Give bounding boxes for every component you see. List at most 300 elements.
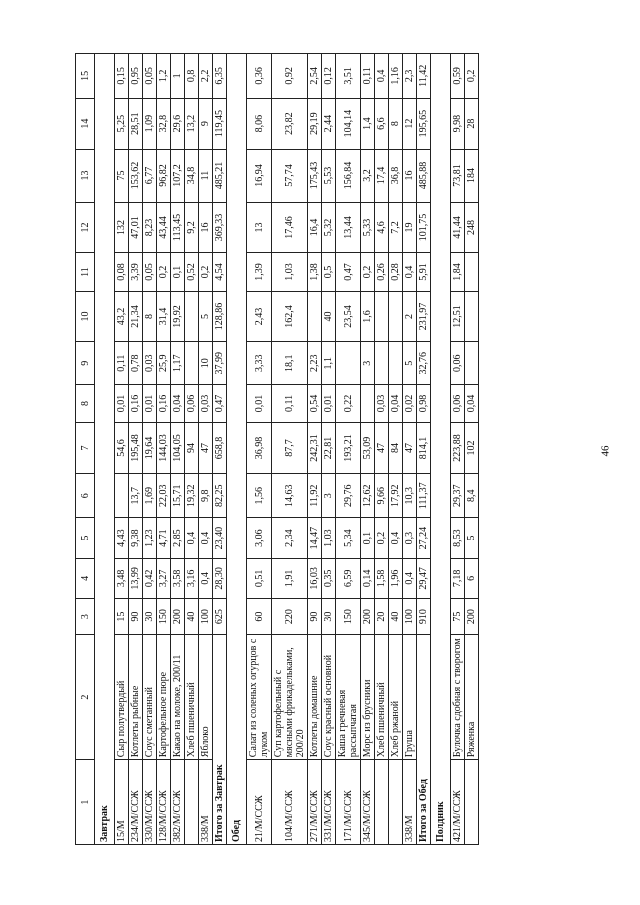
value-cell: 11: [199, 149, 213, 202]
value-cell: 175,43: [308, 149, 322, 202]
section-label: Завтрак: [95, 54, 115, 845]
value-cell: 485,88: [417, 149, 431, 202]
value-cell: [115, 473, 129, 518]
value-cell: 0,4: [199, 558, 213, 598]
value-cell: 195,48: [129, 423, 143, 474]
value-cell: 9,98: [451, 98, 465, 149]
recipe-code-cell: [389, 760, 403, 845]
value-cell: 0,05: [143, 54, 157, 99]
dish-name-cell: Котлеты рыбные: [129, 635, 143, 760]
value-cell: 5: [403, 342, 417, 384]
value-cell: 6,35: [213, 54, 227, 99]
recipe-code-cell: 234/М/ССЖ: [129, 760, 143, 845]
value-cell: 19,92: [171, 291, 185, 342]
recipe-code-cell: 271/М/ССЖ: [308, 760, 322, 845]
section-label: Полдник: [431, 54, 451, 845]
value-cell: 0,02: [403, 384, 417, 422]
value-cell: [465, 342, 479, 384]
value-cell: 0,2: [361, 253, 375, 291]
value-cell: [375, 342, 389, 384]
value-cell: 1,2: [157, 54, 171, 99]
value-cell: 1,39: [247, 253, 272, 291]
value-cell: 30: [143, 599, 157, 635]
value-cell: 0,3: [403, 518, 417, 558]
value-cell: 0,04: [465, 384, 479, 422]
value-cell: 223,88: [451, 423, 465, 474]
value-cell: 0,22: [336, 384, 361, 422]
section-row: [227, 54, 247, 845]
total-label: Итого за Обед: [417, 635, 431, 845]
column-header: 10: [76, 291, 95, 342]
value-cell: 34,8: [185, 149, 199, 202]
value-cell: 29,47: [417, 558, 431, 598]
value-cell: 2,34: [272, 518, 308, 558]
value-cell: 0,98: [417, 384, 431, 422]
nutrition-table: [75, 53, 479, 845]
value-cell: 4,54: [213, 253, 227, 291]
value-cell: 8,4: [465, 473, 479, 518]
column-header: 6: [76, 473, 95, 518]
recipe-code-cell: 15/М: [115, 760, 129, 845]
value-cell: 1,23: [143, 518, 157, 558]
value-cell: 29,19: [308, 98, 322, 149]
value-cell: 2,2: [199, 54, 213, 99]
value-cell: 0,35: [322, 558, 336, 598]
value-cell: 0,06: [451, 342, 465, 384]
value-cell: 0,36: [247, 54, 272, 99]
value-cell: 1,96: [389, 558, 403, 598]
table-row: [143, 54, 157, 845]
table-row: [199, 54, 213, 845]
value-cell: 0,01: [247, 384, 272, 422]
value-cell: 0,2: [375, 518, 389, 558]
dish-name-cell: Груша: [403, 635, 417, 760]
dish-name-cell: Котлеты домашние: [308, 635, 322, 760]
value-cell: [308, 291, 322, 342]
value-cell: 31,4: [157, 291, 171, 342]
value-cell: 3,33: [247, 342, 272, 384]
value-cell: 4,6: [375, 202, 389, 253]
value-cell: 0,95: [129, 54, 143, 99]
value-cell: 100: [199, 599, 213, 635]
dish-name-cell: Хлеб пшеничный: [375, 635, 389, 760]
column-header: 7: [76, 423, 95, 474]
value-cell: 29,37: [451, 473, 465, 518]
column-header: 8: [76, 384, 95, 422]
value-cell: 32,76: [417, 342, 431, 384]
value-cell: 0,92: [272, 54, 308, 99]
value-cell: 41,44: [451, 202, 465, 253]
dish-name-cell: Булочка сдобная с творогом: [451, 635, 465, 760]
dish-name-cell: Хлеб ржаной: [389, 635, 403, 760]
value-cell: 90: [129, 599, 143, 635]
value-cell: 0,28: [389, 253, 403, 291]
value-cell: 13,2: [185, 98, 199, 149]
section-row: [431, 54, 451, 845]
recipe-code-cell: 382/М/ССЖ: [171, 760, 185, 845]
value-cell: [375, 291, 389, 342]
value-cell: 36,98: [247, 423, 272, 474]
value-cell: 16: [199, 202, 213, 253]
value-cell: 4,71: [157, 518, 171, 558]
value-cell: 0,12: [322, 54, 336, 99]
value-cell: 53,09: [361, 423, 375, 474]
recipe-code-cell: 330/М/ССЖ: [143, 760, 157, 845]
value-cell: 19,64: [143, 423, 157, 474]
section-label: Обед: [227, 54, 247, 845]
value-cell: 2,44: [322, 98, 336, 149]
table-row: [336, 54, 361, 845]
value-cell: 0,26: [375, 253, 389, 291]
value-cell: 0,16: [129, 384, 143, 422]
value-cell: 2,85: [171, 518, 185, 558]
value-cell: 75: [115, 149, 129, 202]
value-cell: 0,52: [185, 253, 199, 291]
value-cell: 1: [171, 54, 185, 99]
table-row: [403, 54, 417, 845]
value-cell: 625: [213, 599, 227, 635]
header-row: [76, 54, 95, 845]
value-cell: 32,8: [157, 98, 171, 149]
recipe-code-cell: 104/М/ССЖ: [272, 760, 308, 845]
value-cell: 0,2: [157, 253, 171, 291]
column-header: 3: [76, 599, 95, 635]
value-cell: 20: [375, 599, 389, 635]
value-cell: 3,39: [129, 253, 143, 291]
value-cell: 5,25: [115, 98, 129, 149]
section-row: [95, 54, 115, 845]
value-cell: 1,17: [171, 342, 185, 384]
recipe-code-cell: 331/М/ССЖ: [322, 760, 336, 845]
value-cell: [389, 342, 403, 384]
value-cell: 0,16: [157, 384, 171, 422]
value-cell: 248: [465, 202, 479, 253]
recipe-code-cell: 421/М/ССЖ: [451, 760, 465, 845]
value-cell: 100: [403, 599, 417, 635]
value-cell: 150: [157, 599, 171, 635]
value-cell: 0,04: [171, 384, 185, 422]
value-cell: 47: [403, 423, 417, 474]
column-header: 11: [76, 253, 95, 291]
value-cell: 0,03: [375, 384, 389, 422]
value-cell: 231,97: [417, 291, 431, 342]
value-cell: 0,11: [272, 384, 308, 422]
value-cell: 16,03: [308, 558, 322, 598]
value-cell: 5,32: [322, 202, 336, 253]
value-cell: 84: [389, 423, 403, 474]
value-cell: 6,6: [375, 98, 389, 149]
value-cell: [465, 291, 479, 342]
table-row: [375, 54, 389, 845]
value-cell: 0,4: [375, 54, 389, 99]
value-cell: 8: [389, 98, 403, 149]
value-cell: 1,38: [308, 253, 322, 291]
table-row: [389, 54, 403, 845]
value-cell: 7,2: [389, 202, 403, 253]
value-cell: 12: [403, 98, 417, 149]
value-cell: 57,74: [272, 149, 308, 202]
value-cell: [361, 384, 375, 422]
value-cell: [465, 253, 479, 291]
table-row: [157, 54, 171, 845]
value-cell: 0,4: [185, 518, 199, 558]
value-cell: 0,5: [322, 253, 336, 291]
value-cell: 27,24: [417, 518, 431, 558]
value-cell: 1,4: [361, 98, 375, 149]
value-cell: 8,23: [143, 202, 157, 253]
recipe-code-cell: 338/М: [199, 760, 213, 845]
value-cell: 19,32: [185, 473, 199, 518]
table-row: [247, 54, 272, 845]
value-cell: 12,51: [451, 291, 465, 342]
value-cell: [389, 291, 403, 342]
value-cell: 17,92: [389, 473, 403, 518]
value-cell: 12,62: [361, 473, 375, 518]
value-cell: 1,03: [322, 518, 336, 558]
value-cell: 10: [199, 342, 213, 384]
value-cell: 36,8: [389, 149, 403, 202]
value-cell: 11,92: [308, 473, 322, 518]
value-cell: 2,43: [247, 291, 272, 342]
value-cell: 28,30: [213, 558, 227, 598]
value-cell: 0,2: [199, 253, 213, 291]
value-cell: 43,44: [157, 202, 171, 253]
value-cell: 16: [403, 149, 417, 202]
value-cell: 184: [465, 149, 479, 202]
value-cell: 19: [403, 202, 417, 253]
value-cell: 47: [199, 423, 213, 474]
value-cell: 0,06: [451, 384, 465, 422]
value-cell: 0,03: [143, 342, 157, 384]
recipe-code-cell: 345/М/ССЖ: [361, 760, 375, 845]
dish-name-cell: Суп картофельный с мясными фрикадельками, 200/20: [272, 635, 308, 760]
value-cell: 5,53: [322, 149, 336, 202]
dish-name-cell: Соус красный основной: [322, 635, 336, 760]
value-cell: 0,4: [403, 253, 417, 291]
value-cell: 13: [247, 202, 272, 253]
column-header: 14: [76, 98, 95, 149]
value-cell: 0,1: [171, 253, 185, 291]
value-cell: 3,2: [361, 149, 375, 202]
value-cell: 5,91: [417, 253, 431, 291]
column-header: 4: [76, 558, 95, 598]
value-cell: 40: [322, 291, 336, 342]
value-cell: 6,77: [143, 149, 157, 202]
value-cell: 75: [451, 599, 465, 635]
value-cell: [185, 342, 199, 384]
value-cell: 3,51: [336, 54, 361, 99]
value-cell: 3,27: [157, 558, 171, 598]
table-row: [185, 54, 199, 845]
value-cell: 0,42: [143, 558, 157, 598]
recipe-code-cell: [375, 760, 389, 845]
value-cell: 0,05: [143, 253, 157, 291]
column-header: 13: [76, 149, 95, 202]
value-cell: 43,2: [115, 291, 129, 342]
table-row: [171, 54, 185, 845]
value-cell: 200: [171, 599, 185, 635]
value-cell: 0,01: [322, 384, 336, 422]
total-label: Итого за Завтрак: [213, 635, 227, 845]
value-cell: 2: [403, 291, 417, 342]
value-cell: 220: [272, 599, 308, 635]
value-cell: 96,82: [157, 149, 171, 202]
value-cell: 3: [322, 473, 336, 518]
column-header: 2: [76, 635, 95, 760]
value-cell: 87,7: [272, 423, 308, 474]
value-cell: 7,18: [451, 558, 465, 598]
table-row: [115, 54, 129, 845]
value-cell: 28: [465, 98, 479, 149]
value-cell: 111,37: [417, 473, 431, 518]
dish-name-cell: Морс из брусники: [361, 635, 375, 760]
recipe-code-cell: [465, 760, 479, 845]
value-cell: 8,06: [247, 98, 272, 149]
dish-name-cell: Сыр полутвердый: [115, 635, 129, 760]
table-row: [465, 54, 479, 845]
value-cell: 156,84: [336, 149, 361, 202]
value-cell: 0,54: [308, 384, 322, 422]
value-cell: 101,75: [417, 202, 431, 253]
recipe-code-cell: [185, 760, 199, 845]
table-row: [451, 54, 465, 845]
column-header: 15: [76, 54, 95, 99]
value-cell: 23,54: [336, 291, 361, 342]
page-number: 46: [599, 445, 612, 457]
value-cell: 6: [465, 558, 479, 598]
value-cell: 15,71: [171, 473, 185, 518]
value-cell: 6,59: [336, 558, 361, 598]
value-cell: 1,16: [389, 54, 403, 99]
value-cell: 5: [465, 518, 479, 558]
value-cell: 8: [143, 291, 157, 342]
value-cell: 5: [199, 291, 213, 342]
table-row: [361, 54, 375, 845]
value-cell: 150: [336, 599, 361, 635]
value-cell: 16,4: [308, 202, 322, 253]
value-cell: 1,69: [143, 473, 157, 518]
value-cell: 0,11: [361, 54, 375, 99]
value-cell: [336, 342, 361, 384]
value-cell: 3,58: [171, 558, 185, 598]
value-cell: 193,21: [336, 423, 361, 474]
value-cell: 13,7: [129, 473, 143, 518]
value-cell: 0,01: [115, 384, 129, 422]
value-cell: 102: [465, 423, 479, 474]
value-cell: 29,6: [171, 98, 185, 149]
value-cell: 25,9: [157, 342, 171, 384]
value-cell: [185, 291, 199, 342]
value-cell: 0,08: [115, 253, 129, 291]
value-cell: 1,6: [361, 291, 375, 342]
value-cell: 113,45: [171, 202, 185, 253]
value-cell: 128,86: [213, 291, 227, 342]
value-cell: 29,76: [336, 473, 361, 518]
value-cell: 0,11: [115, 342, 129, 384]
table-body: [95, 54, 479, 845]
total-row: [213, 54, 227, 845]
value-cell: 200: [465, 599, 479, 635]
value-cell: 2,3: [403, 54, 417, 99]
value-cell: 60: [247, 599, 272, 635]
value-cell: 5,33: [361, 202, 375, 253]
value-cell: 485,21: [213, 149, 227, 202]
dish-name-cell: Ряженка: [465, 635, 479, 760]
value-cell: 9,8: [199, 473, 213, 518]
value-cell: 0,03: [199, 384, 213, 422]
value-cell: 195,65: [417, 98, 431, 149]
value-cell: 14,63: [272, 473, 308, 518]
value-cell: 0,59: [451, 54, 465, 99]
value-cell: 22,81: [322, 423, 336, 474]
recipe-code-cell: 21/М/ССЖ: [247, 760, 272, 845]
dish-name-cell: Яблоко: [199, 635, 213, 760]
table-row: [272, 54, 308, 845]
value-cell: 9,2: [185, 202, 199, 253]
value-cell: 2,54: [308, 54, 322, 99]
value-cell: 1,03: [272, 253, 308, 291]
table-row: [308, 54, 322, 845]
value-cell: 162,4: [272, 291, 308, 342]
value-cell: 82,25: [213, 473, 227, 518]
value-cell: 40: [185, 599, 199, 635]
value-cell: 28,51: [129, 98, 143, 149]
value-cell: 1,84: [451, 253, 465, 291]
table-row: [322, 54, 336, 845]
table-row: [129, 54, 143, 845]
value-cell: 14,47: [308, 518, 322, 558]
value-cell: 90: [308, 599, 322, 635]
column-header: 1: [76, 760, 95, 845]
value-cell: 1,09: [143, 98, 157, 149]
value-cell: 0,78: [129, 342, 143, 384]
value-cell: 13,99: [129, 558, 143, 598]
value-cell: 1,91: [272, 558, 308, 598]
recipe-code-cell: 338/М: [403, 760, 417, 845]
dish-name-cell: Картофельное пюре: [157, 635, 171, 760]
value-cell: 153,62: [129, 149, 143, 202]
value-cell: 9,38: [129, 518, 143, 558]
value-cell: 658,8: [213, 423, 227, 474]
value-cell: 0,1: [361, 518, 375, 558]
value-cell: 200: [361, 599, 375, 635]
column-header: 9: [76, 342, 95, 384]
value-cell: 0,47: [213, 384, 227, 422]
value-cell: 13,44: [336, 202, 361, 253]
value-cell: 0,06: [185, 384, 199, 422]
value-cell: 814,1: [417, 423, 431, 474]
value-cell: 0,04: [389, 384, 403, 422]
value-cell: 15: [115, 599, 129, 635]
recipe-code-cell: 128/М/ССЖ: [157, 760, 171, 845]
value-cell: 0,47: [336, 253, 361, 291]
value-cell: 0,2: [465, 54, 479, 99]
value-cell: 0,14: [361, 558, 375, 598]
value-cell: 30: [322, 599, 336, 635]
value-cell: 0,01: [143, 384, 157, 422]
value-cell: 3: [361, 342, 375, 384]
value-cell: 0,15: [115, 54, 129, 99]
value-cell: 119,45: [213, 98, 227, 149]
value-cell: 11,42: [417, 54, 431, 99]
dish-name-cell: Салат из соленых огурцов с луком: [247, 635, 272, 760]
value-cell: 9,66: [375, 473, 389, 518]
value-cell: 9: [199, 98, 213, 149]
value-cell: 73,81: [451, 149, 465, 202]
value-cell: 5,34: [336, 518, 361, 558]
value-cell: 0,51: [247, 558, 272, 598]
value-cell: 21,34: [129, 291, 143, 342]
